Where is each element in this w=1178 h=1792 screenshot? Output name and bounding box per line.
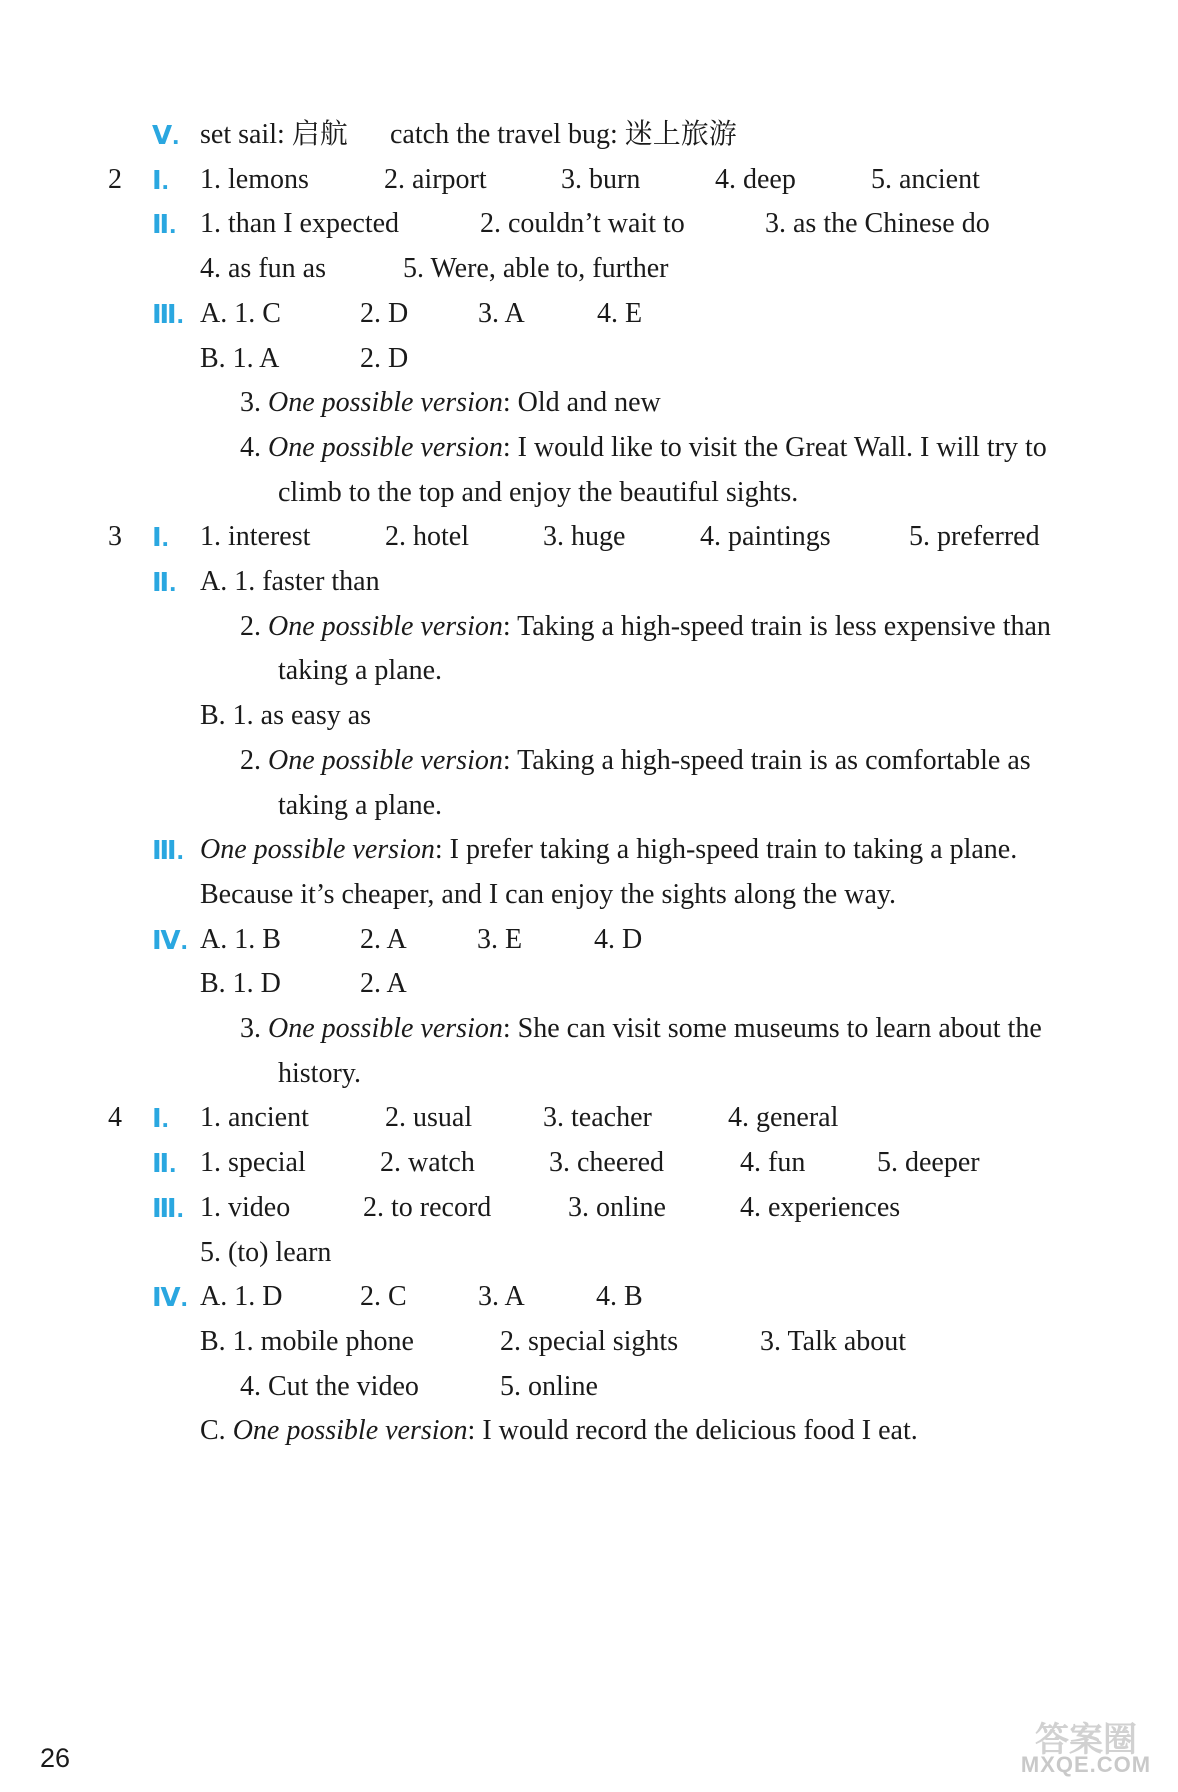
answer-item: 3. online — [568, 1192, 666, 1223]
answer-item: 3. A — [478, 1281, 525, 1312]
answer-item: 3. A — [478, 298, 525, 329]
answer-item: 3. E — [477, 924, 523, 955]
section-number: 4 — [108, 1102, 122, 1133]
answer-item: 2. D — [360, 298, 409, 329]
italic-phrase: One possible version — [268, 611, 503, 642]
roman-numeral-label: Ⅲ. — [152, 1193, 184, 1223]
roman-numeral-label: Ⅰ. — [152, 522, 169, 552]
answer-item: taking a plane. — [278, 790, 443, 821]
answer-item: 2. C — [360, 1281, 407, 1312]
answer-item: 4. as fun as — [200, 253, 326, 284]
answer-item: 4. Cut the video — [240, 1371, 419, 1402]
italic-phrase: One possible version — [200, 834, 435, 865]
answer-item: B. 1. A — [200, 343, 280, 374]
roman-numeral-label: Ⅱ. — [152, 567, 177, 597]
answer-item: 3. One possible version: Old and new — [240, 387, 661, 418]
answer-item: 1. special — [200, 1147, 306, 1178]
roman-numeral-label: Ⅲ. — [152, 835, 184, 865]
section-number: 3 — [108, 521, 122, 552]
section-number: 2 — [108, 164, 122, 195]
italic-phrase: One possible version — [268, 745, 503, 776]
answer-item: 3. huge — [543, 521, 626, 552]
answer-item: 2. A — [360, 968, 407, 999]
answer-item: 5. online — [500, 1371, 598, 1402]
answer-item: B. 1. as easy as — [200, 700, 372, 731]
roman-numeral-label: Ⅳ. — [152, 1282, 188, 1312]
answer-item: 2. watch — [380, 1147, 475, 1178]
answer-item: 1. video — [200, 1192, 291, 1223]
answer-item: 4. E — [597, 298, 643, 329]
answer-item: 4. D — [594, 924, 643, 955]
italic-phrase: One possible version — [268, 1013, 503, 1044]
answer-item: A. 1. B — [200, 924, 281, 955]
answer-item: 2. A — [360, 924, 407, 955]
answer-item: set sail: 启航 — [200, 119, 348, 150]
answer-item: 5. (to) learn — [200, 1237, 332, 1268]
italic-phrase: One possible version — [268, 432, 503, 463]
answer-item: catch the travel bug: 迷上旅游 — [390, 119, 737, 150]
answer-item: 2. couldn’t wait to — [480, 208, 685, 239]
answer-item: One possible version: I prefer taking a high-speed train to taking a plane. — [200, 834, 1018, 865]
answer-item: 3. Talk about — [760, 1326, 907, 1357]
answer-item: A. 1. D — [200, 1281, 283, 1312]
answer-item: 2. hotel — [385, 521, 469, 552]
answer-item: 1. ancient — [200, 1102, 309, 1133]
answer-item: 1. lemons — [200, 164, 309, 195]
answer-item: 3. cheered — [549, 1147, 665, 1178]
answer-item: 2. to record — [363, 1192, 492, 1223]
answer-item: 4. deep — [715, 164, 796, 195]
answer-item: 4. general — [728, 1102, 839, 1133]
watermark-logo — [1002, 1712, 1170, 1788]
roman-numeral-label: Ⅰ. — [152, 165, 169, 195]
answer-item: 3. burn — [561, 164, 641, 195]
answer-item: 1. than I expected — [200, 208, 400, 239]
roman-numeral-label: Ⅳ. — [152, 925, 188, 955]
answer-item: 5. deeper — [877, 1147, 980, 1178]
watermark-site: MXQE.COM — [1020, 1752, 1152, 1777]
answer-item: C. One possible version: I would record the delicious food I eat. — [200, 1415, 918, 1446]
answer-item: 1. interest — [200, 521, 311, 552]
answer-item: 2. One possible version: Taking a high-speed train is less expensive than — [240, 611, 1051, 642]
answer-item: 3. One possible version: She can visit some museums to learn about the — [240, 1013, 1042, 1044]
answer-item: history. — [278, 1058, 361, 1089]
answer-item: A. 1. C — [200, 298, 281, 329]
watermark-glyphs: 答案圈 — [1035, 1720, 1137, 1760]
answer-item: 4. experiences — [740, 1192, 901, 1223]
answer-item: 3. as the Chinese do — [765, 208, 990, 239]
answer-item: 2. usual — [385, 1102, 473, 1133]
roman-numeral-label: Ⅲ. — [152, 299, 184, 329]
answer-item: 4. fun — [740, 1147, 806, 1178]
answer-item: 2. D — [360, 343, 409, 374]
answer-item: 5. preferred — [909, 521, 1040, 552]
roman-numeral-label: Ⅴ. — [152, 120, 180, 150]
answer-item: 4. One possible version: I would like to visit the Great Wall. I will try to — [240, 432, 1047, 463]
answer-item: B. 1. mobile phone — [200, 1326, 414, 1357]
italic-phrase: One possible version — [232, 1415, 468, 1446]
answer-item: 3. teacher — [543, 1102, 652, 1133]
answer-item: taking a plane. — [278, 655, 443, 686]
answer-item: 4. B — [596, 1281, 643, 1312]
answer-item: 2. special sights — [500, 1326, 679, 1357]
page-number: 26 — [40, 1743, 71, 1773]
answer-item: 2. One possible version: Taking a high-speed train is as comfortable as — [240, 745, 1031, 776]
answer-item: 5. Were, able to, further — [403, 253, 669, 284]
answer-item: B. 1. D — [200, 968, 281, 999]
answer-item: 4. paintings — [700, 521, 831, 552]
roman-numeral-label: Ⅱ. — [152, 209, 177, 239]
roman-numeral-label: Ⅰ. — [152, 1103, 169, 1133]
answer-item: A. 1. faster than — [200, 566, 380, 597]
roman-numeral-label: Ⅱ. — [152, 1148, 177, 1178]
answer-item: climb to the top and enjoy the beautiful sights. — [278, 477, 799, 508]
italic-phrase: One possible version — [268, 387, 503, 418]
answer-item: 5. ancient — [871, 164, 980, 195]
answer-item: Because it’s cheaper, and I can enjoy the sights along the way. — [200, 879, 897, 910]
answer-item: 2. airport — [384, 164, 487, 195]
